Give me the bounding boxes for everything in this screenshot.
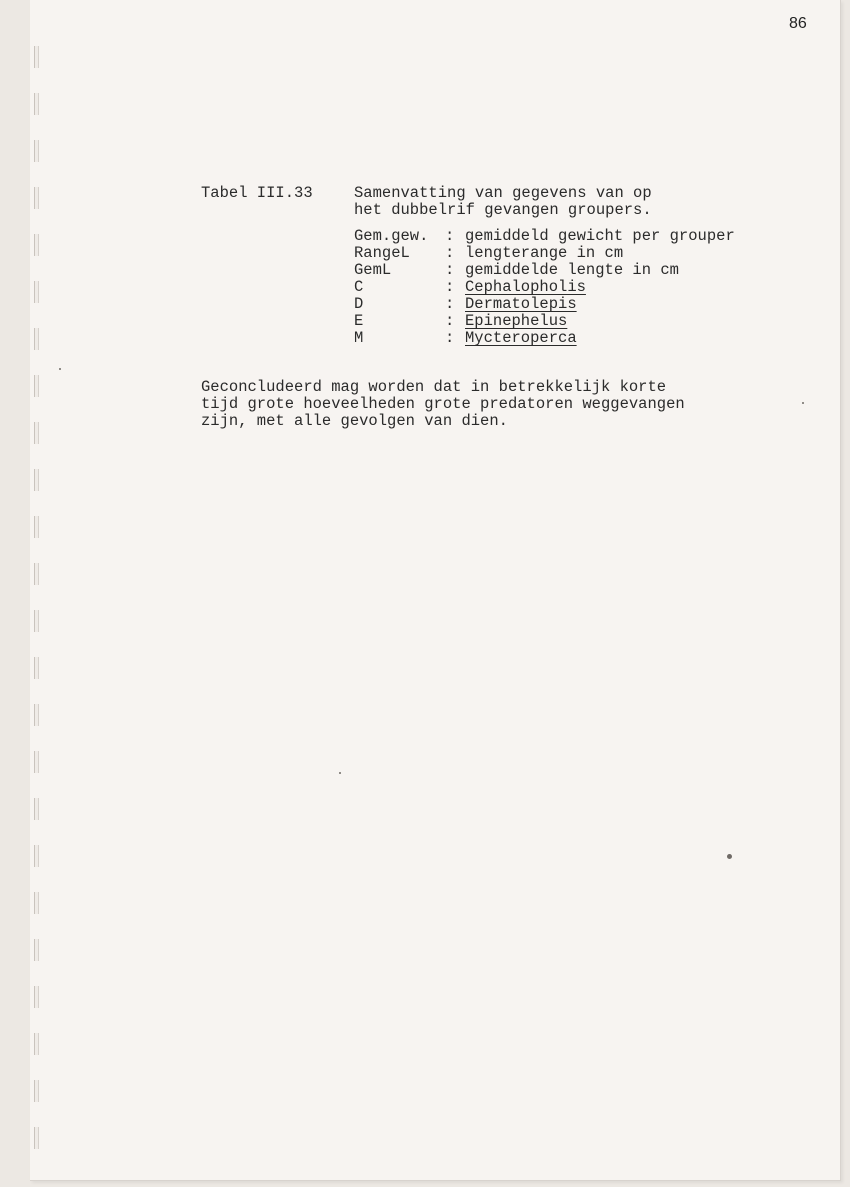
legend-description: lengterange in cm xyxy=(465,244,624,262)
legend-separator: : xyxy=(445,329,455,347)
binding-hole xyxy=(34,1080,39,1102)
binding-hole xyxy=(34,610,39,632)
legend-separator: : xyxy=(445,312,455,330)
binding-hole xyxy=(34,281,39,303)
legend-description: gemiddelde lengte in cm xyxy=(465,261,679,279)
legend-description-genus: Cephalopholis xyxy=(465,278,586,296)
binding-hole xyxy=(34,469,39,491)
conclusion-line-1: Geconcludeerd mag worden dat in betrekkelijk korte xyxy=(201,378,667,396)
conclusion-line-2: tijd grote hoeveelheden grote predatoren weggevangen xyxy=(201,395,685,413)
binding-hole xyxy=(34,1127,39,1149)
binding-hole xyxy=(34,704,39,726)
legend-separator: : xyxy=(445,244,455,262)
binding-hole xyxy=(34,422,39,444)
paper-speck xyxy=(802,402,804,404)
legend-key: C xyxy=(354,278,364,296)
binding-hole xyxy=(34,986,39,1008)
legend-description: gemiddeld gewicht per grouper xyxy=(465,227,735,245)
binding-hole xyxy=(34,328,39,350)
binding-hole xyxy=(34,751,39,773)
binding-hole xyxy=(34,845,39,867)
binding-hole xyxy=(34,187,39,209)
legend-description-genus: Dermatolepis xyxy=(465,295,577,313)
binding-hole xyxy=(34,892,39,914)
legend-key: E xyxy=(354,312,364,330)
legend-key: M xyxy=(354,329,364,347)
punched-binding-holes xyxy=(0,0,60,1187)
binding-hole xyxy=(34,46,39,68)
legend-key: GemL xyxy=(354,261,392,279)
page-number: 86 xyxy=(789,15,807,32)
legend-separator: : xyxy=(445,261,455,279)
table-label: Tabel III.33 xyxy=(201,184,313,202)
paper-speck xyxy=(727,854,732,859)
legend-separator: : xyxy=(445,278,455,296)
binding-hole xyxy=(34,798,39,820)
legend-key: RangeL xyxy=(354,244,410,262)
binding-hole xyxy=(34,140,39,162)
binding-hole xyxy=(34,1033,39,1055)
binding-hole xyxy=(34,516,39,538)
document-page xyxy=(30,0,841,1181)
legend-description-genus: Epinephelus xyxy=(465,312,568,330)
legend-description-genus: Mycteroperca xyxy=(465,329,577,347)
binding-hole xyxy=(34,375,39,397)
table-caption-line-2: het dubbelrif gevangen groupers. xyxy=(354,201,652,219)
legend-key: Gem.gew. xyxy=(354,227,429,245)
legend-separator: : xyxy=(445,227,455,245)
binding-hole xyxy=(34,657,39,679)
legend-separator: : xyxy=(445,295,455,313)
binding-hole xyxy=(34,234,39,256)
paper-speck xyxy=(339,772,341,774)
table-caption-line-1: Samenvatting van gegevens van op xyxy=(354,184,652,202)
conclusion-line-3: zijn, met alle gevolgen van dien. xyxy=(201,412,508,430)
binding-hole xyxy=(34,563,39,585)
binding-hole xyxy=(34,93,39,115)
binding-hole xyxy=(34,939,39,961)
legend-key: D xyxy=(354,295,364,313)
paper-speck xyxy=(59,368,61,370)
